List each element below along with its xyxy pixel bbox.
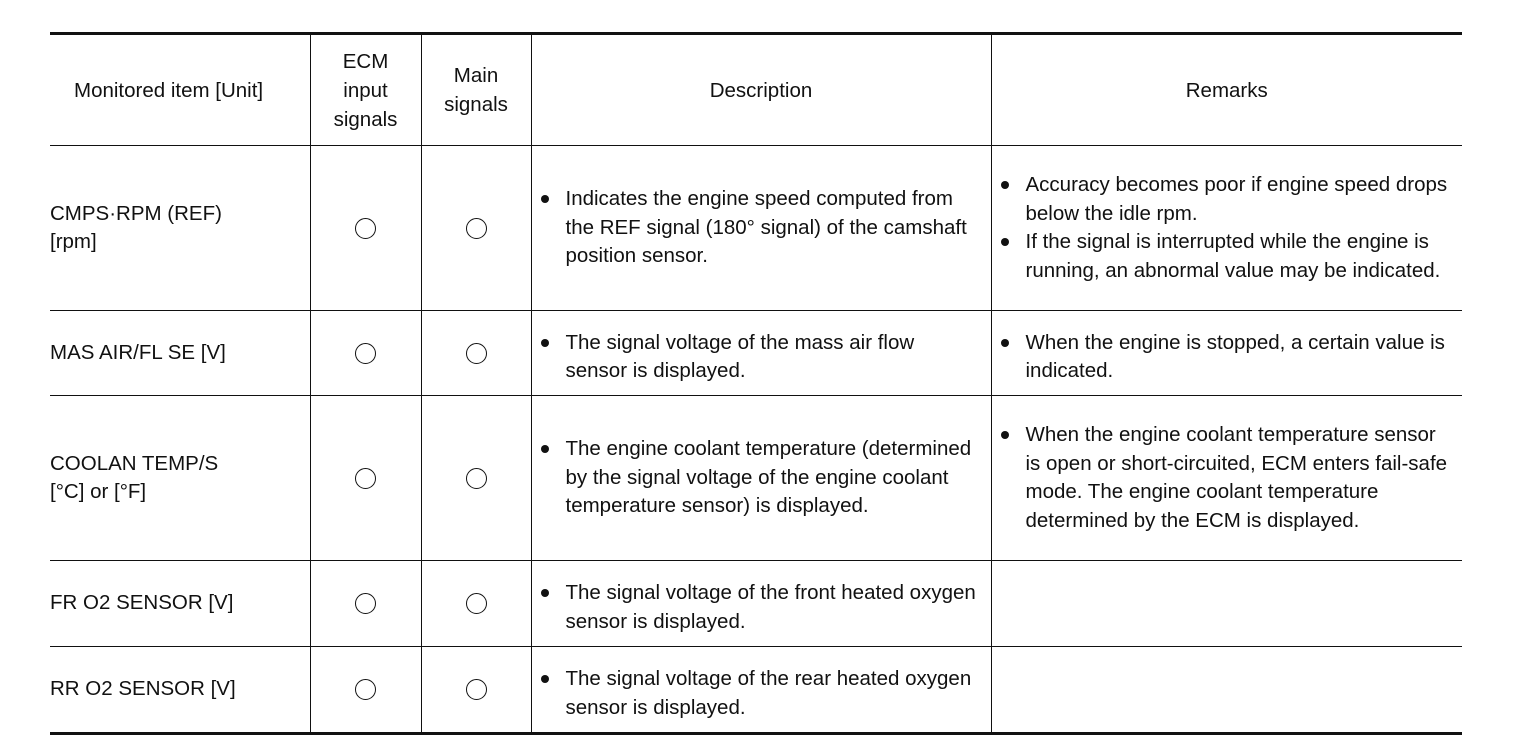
circle-mark-icon: [466, 343, 487, 364]
circle-mark-icon: [355, 679, 376, 700]
remarks-cell: [991, 647, 1462, 734]
header-remarks: Remarks: [991, 34, 1462, 146]
circle-mark-icon: [466, 468, 487, 489]
circle-mark-icon: [355, 218, 376, 239]
circle-mark-icon: [466, 218, 487, 239]
table-row: [50, 396, 1462, 561]
description-cell: [531, 146, 991, 311]
circle-mark-icon: [466, 679, 487, 700]
remarks-cell: [991, 146, 1462, 311]
main-signal-cell: [421, 647, 531, 734]
circle-mark-icon: [355, 468, 376, 489]
description-cell: [531, 396, 991, 561]
description-bullet: The signal voltage of the front heated oxygen sensor is displayed.: [566, 579, 981, 636]
circle-mark-icon: [466, 593, 487, 614]
ecm-input-signal-cell: [310, 146, 421, 311]
header-ecm-input-signals: ECM input signals: [310, 34, 421, 146]
main-signal-cell: [421, 561, 531, 647]
remarks-cell: [991, 561, 1462, 647]
table-header-row: [50, 34, 1462, 146]
header-monitored-item: Monitored item [Unit]: [50, 34, 310, 146]
monitored-item-cell: FR O2 SENSOR [V]: [50, 561, 310, 647]
description-bullet: The signal voltage of the rear heated oxygen sensor is displayed.: [566, 665, 981, 722]
circle-mark-icon: [355, 343, 376, 364]
table-row: [50, 647, 1462, 734]
ecm-input-signal-cell: [310, 561, 421, 647]
header-main-signals: Main signals: [421, 34, 531, 146]
main-signal-cell: [421, 311, 531, 396]
table-row: [50, 561, 1462, 647]
main-signal-cell: [421, 146, 531, 311]
description-cell: [531, 311, 991, 396]
description-bullet: The signal voltage of the mass air flow sensor is displayed.: [566, 329, 981, 386]
remarks-bullet: If the signal is interrupted while the engine is running, an abnormal value may be indicated.: [1026, 228, 1457, 285]
circle-mark-icon: [355, 593, 376, 614]
ecm-input-signal-cell: [310, 311, 421, 396]
description-bullet: Indicates the engine speed computed from the REF signal (180° signal) of the camshaft position sensor.: [566, 185, 981, 271]
ecm-input-signal-cell: [310, 396, 421, 561]
table-row: [50, 311, 1462, 396]
main-signal-cell: [421, 396, 531, 561]
description-cell: [531, 561, 991, 647]
remarks-bullet: When the engine coolant temperature sensor is open or short-circuited, ECM enters fail-safe mode. The engine coolant temperature determined by the ECM is displayed.: [1026, 421, 1457, 535]
remarks-cell: [991, 311, 1462, 396]
remarks-bullet: When the engine is stopped, a certain value is indicated.: [1026, 329, 1457, 386]
table-row: [50, 146, 1462, 311]
monitored-item-cell: MAS AIR/FL SE [V]: [50, 311, 310, 396]
remarks-bullet: Accuracy becomes poor if engine speed drops below the idle rpm.: [1026, 171, 1457, 228]
monitor-item-table: [50, 32, 1462, 735]
header-description: Description: [531, 34, 991, 146]
monitored-item-cell: COOLAN TEMP/S [°C] or [°F]: [50, 396, 310, 561]
description-cell: [531, 647, 991, 734]
description-bullet: The engine coolant temperature (determined by the signal voltage of the engine coolant temperature sensor) is displayed.: [566, 435, 981, 521]
monitored-item-cell: CMPS·RPM (REF) [rpm]: [50, 146, 310, 311]
monitored-item-cell: RR O2 SENSOR [V]: [50, 647, 310, 734]
ecm-input-signal-cell: [310, 647, 421, 734]
remarks-cell: [991, 396, 1462, 561]
